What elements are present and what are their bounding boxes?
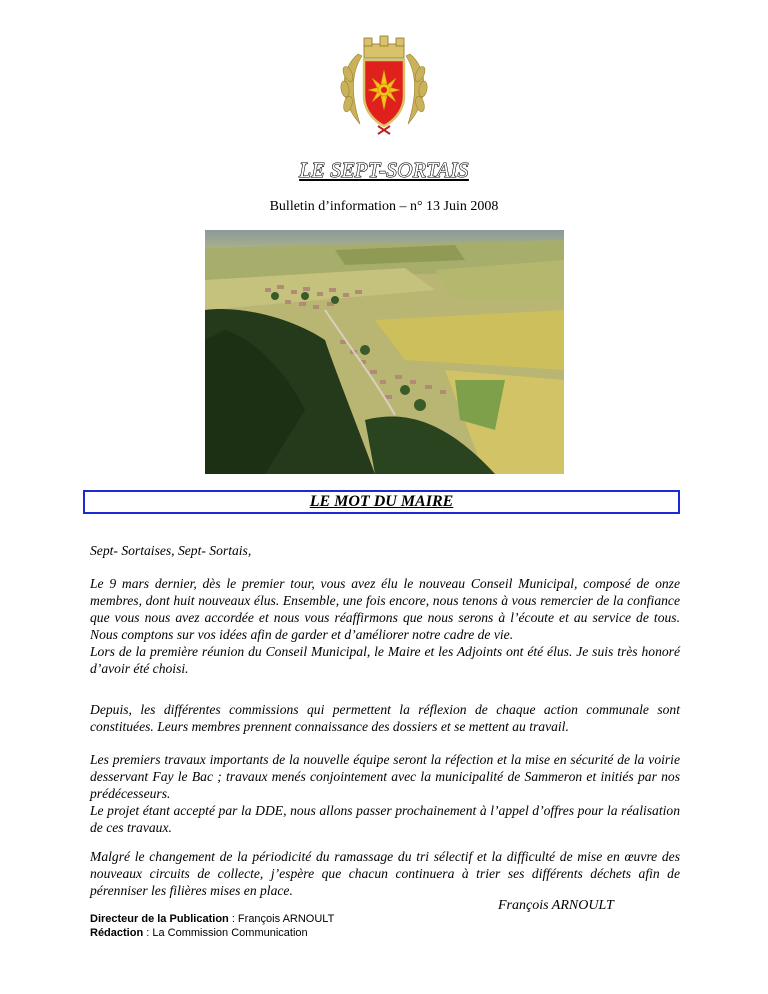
paragraph-1: Le 9 mars dernier, dès le premier tour, vous avez élu le nouveau Conseil Municipal, composé de onze membres, dont huit nouveaux élus. Ensemble, une fois encore, nous tenons à vous remercier de la confiance que vous nous avez accordée et nous vous réaffirmons que nous serons à l’écoute et au service de tous. Nous comptons sur vos idées afin de garder et d’améliorer notre cadre de vie. [90, 576, 680, 642]
paragraph-commissions [90, 701, 680, 735]
editor-value: : La Commission Communication [143, 927, 308, 939]
publication-credits [90, 912, 334, 940]
paragraph-4: Les premiers travaux importants de la nouvelle équipe seront la réfection et la mise en sécurité de la voirie desservant Fay le Bac ; travaux menés conjointement avec la municipalité de Sammeron et initiés par nos prédécesseurs. [90, 752, 680, 801]
greeting [90, 542, 680, 559]
aerial-village-photo [205, 230, 564, 474]
bulletin-title: LE SEPT-SORTAIS [299, 158, 469, 182]
editor-line [90, 926, 334, 940]
greeting-text: Sept- Sortaises, Sept- Sortais, [90, 543, 252, 558]
paragraph-6: Malgré le changement de la périodicité du ramassage du tri sélectif et la difficulté de mise en œuvre des nouveaux circuits de collecte, j’espère que chacun continuera à trier ses différents déchets afin de pérenniser les filières mises en place. [90, 849, 680, 898]
director-line [90, 912, 334, 926]
signature: François ARNOULT [498, 898, 614, 913]
paragraph-5: Le projet étant accepté par la DDE, nous allons passer prochainement à l’appel d’offres pour la réalisation de ces travaux. [90, 803, 680, 835]
paragraph-works [90, 751, 680, 836]
paragraph-recycling [90, 848, 680, 899]
paragraph-3: Depuis, les différentes commissions qui permettent la réflexion de chaque action communale sont constituées. Leurs membres prennent connaissance des dossiers et se mettent au travail. [90, 702, 680, 734]
bulletin-subtitle: Bulletin d’information – n° 13 Juin 2008 [269, 199, 499, 214]
coat-of-arms-logo [330, 34, 438, 136]
editorial-heading: LE MOT DU MAIRE [309, 493, 454, 510]
paragraph-2: Lors de la première réunion du Conseil Municipal, le Maire et les Adjoints ont été élus. Je suis très honoré d’avoir été choisi. [90, 644, 680, 676]
editor-label: Rédaction [90, 927, 144, 939]
paragraph-election [90, 575, 680, 677]
director-label: Directeur de la Publication [90, 913, 229, 925]
director-value: : François ARNOULT [228, 913, 335, 925]
editorial-heading-box [83, 490, 680, 514]
